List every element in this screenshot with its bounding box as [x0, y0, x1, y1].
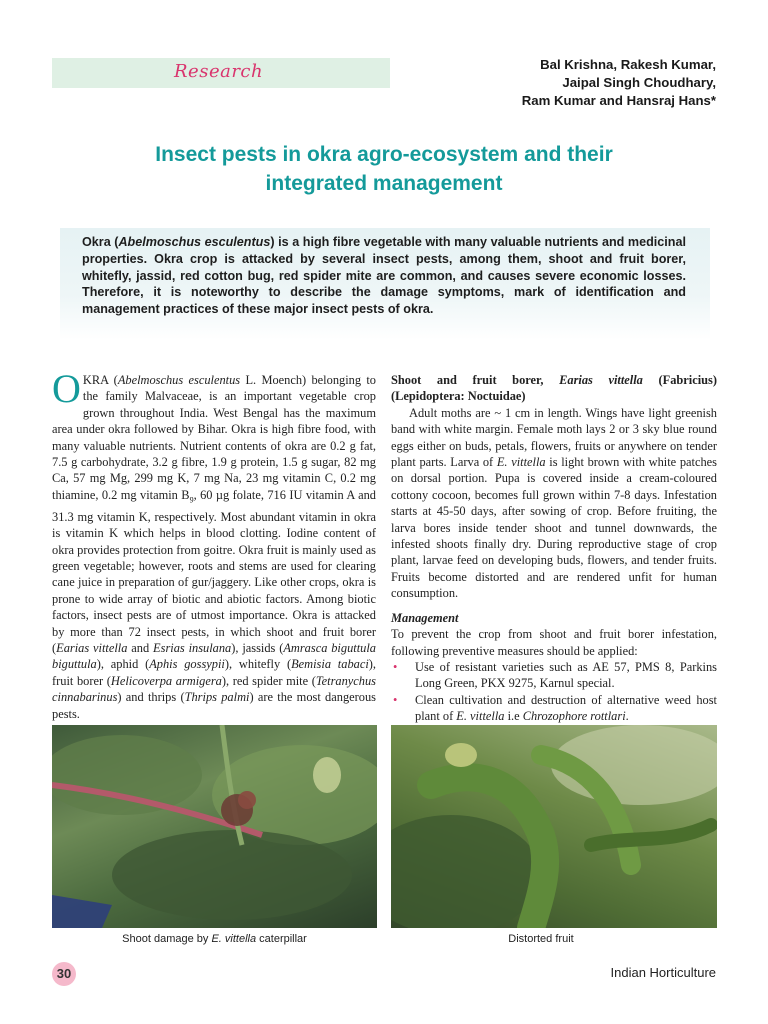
shoot-damage-illustration [52, 725, 377, 928]
left-column [52, 366, 377, 722]
management-heading: Management [391, 610, 459, 625]
management-text: To prevent the crop from shoot and fruit borer infestation, following preventive measures should be applied: [391, 627, 717, 658]
right-column [391, 372, 717, 725]
author-line: Jaipal Singh Choudhary, [562, 75, 716, 90]
intro-paragraph: OKRA (Abelmoschus esculentus L. Moench) belonging to the family Malvaceae, is an important vegetable crop grown throughout India. West Bengal has the maximum area under okra followed by Bihar. Okra is high fibre food, with many valuable nutrients. Nutrient contents of okra are 0.2 g fat, 7.5 g carbohydrate, 3.2 g fibre, 1.9 g protein, 1.5 g sugar, 82 mg Ca, 57 mg Mg, 299 mg K, 7 mg Na, 23 mg vitamin C, 0.2 mg thiamine, 0.2 mg vitamin $B_9$, 60 µg folate, 716 IU vitamin A and 31.3 mg vitamin K, respectively. Most abundant vitamin in okra is vitamin K which helps in blood clotting. Iodine content of okra provides protection from goitre. Okra fruit is mainly used as green vegetable; however, roots and stems are used for clearing cane juice in preparation of gur/jaggery. Like other crops, okra is prone to wide array of biotic and abiotic factors. Among biotic factors, insect pests are of utmost importance. Okra is attacked by more than 72 insect pests, in which shoot and fruit borer (Earias vittella and Esrias insulana), jassids (Amrasca biguttula biguttula), aphid (Aphis gossypii), whitefly (Bemisia tabaci), fruit borer (Helicoverpa armigera), red spider mite (Tetranychus cinnabarinus) and thrips (Thrips palmi) are the most dangerous pests. [52, 366, 377, 721]
borer-paragraph: Adult moths are ~ 1 cm in length. Wings have light greenish band with white margin. Female moth lays 2 or 3 sky blue round eggs either on buds, petals, flowers, fruits or anywhere on tender plant parts. Larva of E. vittella is light brown with white patches on dorsal portion. Pupa is covered inside a cream-coloured cottony cocoon, becomes full grown within 7-8 days. Infestation starts at 45-50 days, after sowing of crop. Before fruiting, the larva bores inside tender shoot and tunnel downwards, the infested shoots finally dry. During reproductive stage of crop plant, larvae feed on developing buds, flowers, and tender fruits. Fruits become distorted and are rendered unfit for human consumption. [391, 405, 717, 601]
article-title [60, 140, 708, 198]
distorted-fruit-photo [391, 725, 717, 928]
authors [386, 56, 716, 110]
author-line: Ram Kumar and Hansraj Hans* [521, 93, 716, 108]
caption-distorted-fruit: Distorted fruit [508, 933, 574, 945]
caption-shoot-damage: Shoot damage by E. vittella caterpillar [122, 933, 307, 945]
list-item: • Clean cultivation and destruction of alternative weed host plant of E. vittella i.e Chrozophore rottlari. [391, 692, 717, 725]
management-list [391, 659, 717, 725]
section-tag-label: Research [174, 61, 264, 82]
drop-cap: O [52, 366, 81, 411]
author-line: Bal Krishna, Rakesh Kumar, [540, 57, 716, 72]
shoot-damage-photo [52, 725, 377, 928]
abstract-box [60, 228, 710, 340]
title-line: integrated management [265, 172, 503, 195]
section-tag [52, 58, 390, 88]
page-number: 30 [52, 962, 76, 986]
section-heading-borer: Shoot and fruit borer, Earias vittella (Fabricius) (Lepidoptera: Noctuidae) [391, 373, 718, 404]
title-line: Insect pests in okra agro-ecosystem and their [155, 143, 613, 166]
abstract-text: Okra (Abelmoschus esculentus) is a high fibre vegetable with many valuable nutrients and medicinal properties. Okra crop is attacked by several insect pests, among them, shoot and fruit borer, whitefly, jassid, red cotton bug, red spider mite are common, and causes severe economic losses. Therefore, it is noteworthy to describe the damage symptoms, mark of identification and management practices of these major insect pests of okra. [82, 235, 686, 317]
list-item: • Use of resistant varieties such as AE 57, PMS 8, Parkins Long Green, PKX 9275, Karnul special. [391, 659, 717, 692]
journal-name: Indian Horticulture [610, 965, 716, 980]
distorted-fruit-illustration [391, 725, 717, 928]
